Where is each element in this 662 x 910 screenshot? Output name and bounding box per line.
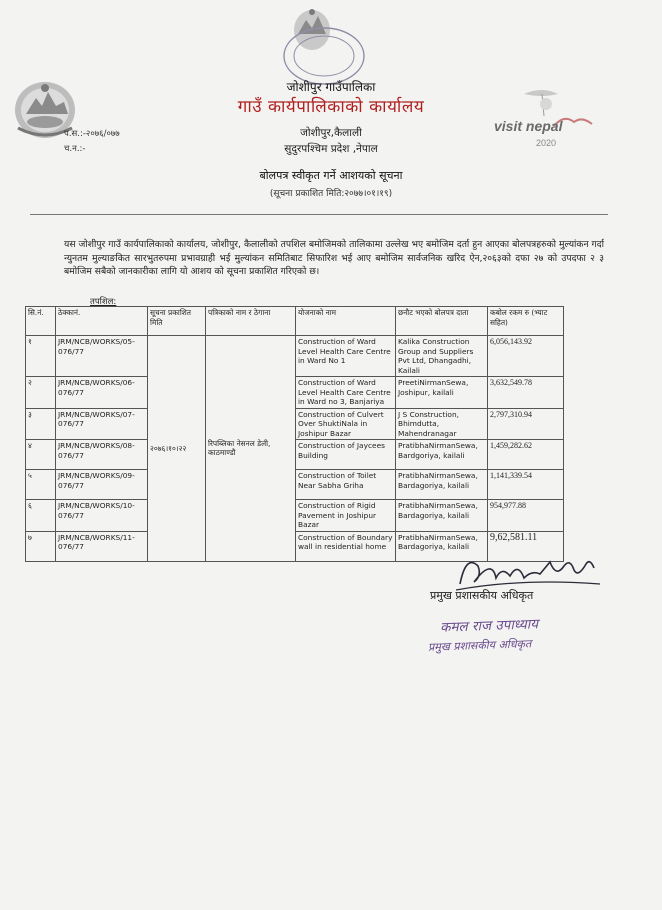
chalani-number: च.न.:- (64, 144, 86, 154)
cell-contract: JRM/NCB/WORKS/08-076/77 (56, 440, 148, 470)
stamp-title: प्रमुख प्रशासकीय अधिकृत (427, 637, 532, 654)
bid-table (25, 306, 564, 562)
notice-published-date: (सूचना प्रकाशित मिति:२०७७।०१।१९) (269, 189, 393, 199)
cell-bidder: J S Construction, Bhimdutta, Mahendranagar (396, 408, 488, 440)
cell-sn: ३ (26, 408, 56, 440)
cell-pub-date: २०७६।१०।२२ (148, 336, 206, 562)
visit-nepal-year: 2020 (536, 138, 557, 148)
header-pub-date: सूचना प्रकाशित मिति (148, 307, 206, 336)
cell-amount: 1,141,339.54 (488, 470, 564, 500)
header-project: योजनाको नाम (296, 307, 396, 336)
cell-amount: 6,056,143.92 (488, 336, 564, 377)
cell-project: Construction of Jaycees Building (296, 440, 396, 470)
cell-project: Construction of Ward Level Health Care Centre in Ward No 1 (296, 336, 396, 377)
municipality-name: जोशीपुर गाउँपालिका (286, 80, 376, 94)
cell-contract: JRM/NCB/WORKS/11-076/77 (56, 531, 148, 561)
cell-sn: ७ (26, 531, 56, 561)
cell-project: Construction of Boundary wall in residential home (296, 531, 396, 561)
cell-contract: JRM/NCB/WORKS/06-076/77 (56, 377, 148, 409)
cell-newspaper: रिपब्लिका नेसनल डेली, काठमाण्डौ (206, 336, 296, 562)
cell-bidder: PratibhaNirmanSewa, Bardagoriya, kailali (396, 470, 488, 500)
cell-bidder: PratibhaNirmanSewa, Bardagoriya, kailali (396, 531, 488, 561)
table-row (26, 336, 564, 377)
office-title: गाउँ कार्यपालिकाको कार्यालय (237, 97, 425, 117)
cell-contract: JRM/NCB/WORKS/10-076/77 (56, 500, 148, 532)
cell-amount: 1,459,282.62 (488, 440, 564, 470)
header-contract: ठेक्कानं. (56, 307, 148, 336)
cell-sn: २ (26, 377, 56, 409)
notice-body: यस जोशीपुर गाउँ कार्यपालिकाको कार्यालय, जोशीपुर, कैलालीको तपशिल बमोजिमको तालिकामा उल्लेख भए बमोजिम दर्ता हुन आएका बोलपत्रहरुको मुल्यांकन गर्दा न्युनतम मुल्याङकित सारभुतरुपमा प्रभावग्राही भई मुल्यांकन समितिबाट सिफारिश भई आए बमोजिम सार्वजनिक खरिद ऐन,२०६३को दफा २७ को उपदफा २ ३ बमोजिम सबैको जानकारीका लागि यो आशय को सूचना प्रकाशित गरिएको छ। (64, 239, 604, 277)
cell-bidder: Kalika Construction Group and Suppliers Pvt Ltd, Dhangadhi, Kailali (396, 336, 488, 377)
cell-project: Construction of Toilet Near Sabha Griha (296, 470, 396, 500)
patra-sankhya: प.स.:-२०७६/०७७ (64, 129, 120, 139)
visit-nepal-text: visit nepal (494, 118, 563, 134)
cell-contract: JRM/NCB/WORKS/05-076/77 (56, 336, 148, 377)
header-divider (30, 214, 608, 215)
cell-sn: १ (26, 336, 56, 377)
header-sn: सि.नं. (26, 307, 56, 336)
notice-title: बोलपत्र स्वीकृत गर्ने आशयको सूचना (259, 169, 403, 182)
header-bidder: छनौट भएको बोलपत्र दाता (396, 307, 488, 336)
cell-sn: ४ (26, 440, 56, 470)
cell-project: Construction of Culvert Over ShuktiNala in Joshipur Bazar (296, 408, 396, 440)
header-newspaper: पत्रिकाको नाम र ठेगाना (206, 307, 296, 336)
table-header-row (26, 307, 564, 336)
cell-bidder: PratibhaNirmanSewa, Bardgoriya, kailali (396, 440, 488, 470)
cell-amount: 9,62,581.11 (488, 531, 564, 561)
cell-sn: ५ (26, 470, 56, 500)
address-line-1: जोशीपुर,कैलाली (300, 127, 362, 139)
cell-sn: ६ (26, 500, 56, 532)
cell-amount: 954,977.88 (488, 500, 564, 532)
address-line-2: सुदुरपश्चिम प्रदेश ,नेपाल (284, 143, 378, 155)
cell-contract: JRM/NCB/WORKS/09-076/77 (56, 470, 148, 500)
cell-bidder: PreetiNirmanSewa, Joshipur, kailali (396, 377, 488, 409)
stamp-name: कमल राज उपाध्याय (439, 616, 539, 636)
cell-amount: 3,632,549.78 (488, 377, 564, 409)
signature-caption: प्रमुख प्रशासकीय अधिकृत (430, 589, 534, 602)
header-amount: कबोल रकम रु (भ्याट सहित) (488, 307, 564, 336)
cell-amount: 2,797,310.94 (488, 408, 564, 440)
cell-project: Construction of Rigid Pavement in Joshipur Bazar (296, 500, 396, 532)
cell-project: Construction of Ward Level Health Care Centre in Ward no 3, Banjariya (296, 377, 396, 409)
cell-bidder: PratibhaNirmanSewa, Bardagoriya, kailali (396, 500, 488, 532)
tapasil-label: तपशिल: (90, 297, 117, 307)
cell-contract: JRM/NCB/WORKS/07-076/77 (56, 408, 148, 440)
